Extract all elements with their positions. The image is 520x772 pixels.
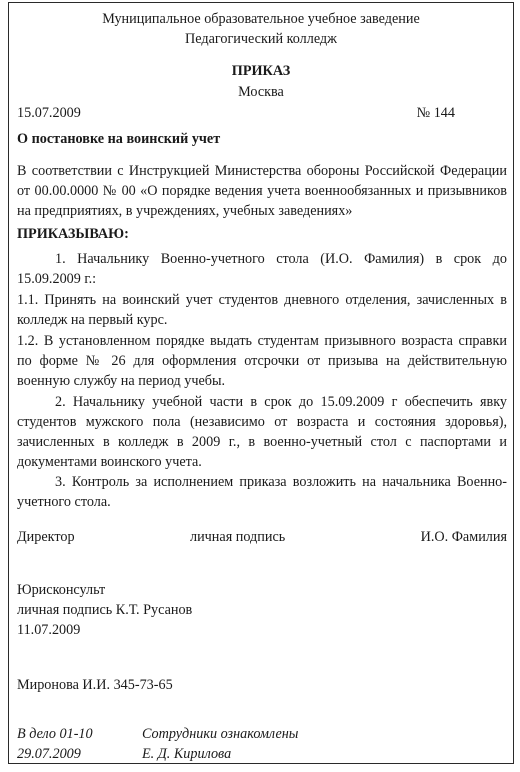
- order-item-3: 3. Контроль за исполнением приказа возложить на начальника Военно-учетного стола.: [17, 474, 507, 510]
- doc-city: Москва: [238, 84, 284, 100]
- org-name: Муниципальное образовательное учебное заведение: [102, 11, 420, 27]
- date-number-row: [17, 103, 455, 123]
- doc-subject: О постановке на воинский учет: [17, 131, 221, 147]
- signer-position: Директор: [17, 529, 75, 545]
- signer-name: И.О. Фамилия: [420, 529, 507, 545]
- approver-signature: личная подпись К.Т. Русанов: [17, 602, 193, 618]
- ack-note: Сотрудники ознакомлены: [142, 726, 299, 742]
- file-note-block: [17, 724, 93, 764]
- approver-position: Юрисконсульт: [17, 582, 106, 598]
- document-page: [8, 2, 514, 764]
- preamble: В соответствии с Инструкцией Министерства обороны Российской Федерации от 00.00.0000 № 00 «О порядке ведения учета военнообязанных и призывников на предприятиях, в учреждениях, учебных заведениях»: [17, 163, 507, 219]
- doc-date: 15.07.2009: [17, 105, 81, 121]
- acknowledgement-block: [142, 724, 298, 764]
- org-unit: Педагогический колледж: [185, 31, 337, 47]
- doc-type: ПРИКАЗ: [231, 63, 291, 79]
- executor-line: Миронова И.И. 345-73-65: [17, 677, 173, 693]
- doc-number: № 144: [416, 105, 455, 121]
- file-note: В дело 01-10: [17, 726, 93, 742]
- approval-block: [17, 580, 192, 640]
- org-header: [9, 9, 513, 49]
- file-date: 29.07.2009: [17, 746, 81, 762]
- order-item-1-1: 1.1. Принять на воинский учет студентов дневного отделения, зачисленных в колледж на первый курс.: [17, 292, 507, 328]
- signer-signature: личная подпись: [190, 529, 286, 545]
- order-item-1: 1. Начальнику Военно-учетного стола (И.О. Фамилия) в срок до 15.09.2009 г.:: [17, 251, 507, 287]
- ack-name: Е. Д. Кирилова: [142, 746, 232, 762]
- order-word: ПРИКАЗЫВАЮ:: [17, 226, 129, 242]
- approval-date: 11.07.2009: [17, 622, 81, 638]
- order-item-1-2: 1.2. В установленном порядке выдать студентам призывного возраста справки по форме № 26 для оформления отсрочки от призыва на действительную военную службу на период учебы.: [17, 333, 507, 389]
- order-item-2: 2. Начальнику учебной части в срок до 15.09.2009 г обеспечить явку студентов мужского пола (независимо от возраста и состояния здоровья), зачисленных в колледж в 2009 г., в военно-учетный стол с паспортами и документами воинского учета.: [17, 394, 507, 470]
